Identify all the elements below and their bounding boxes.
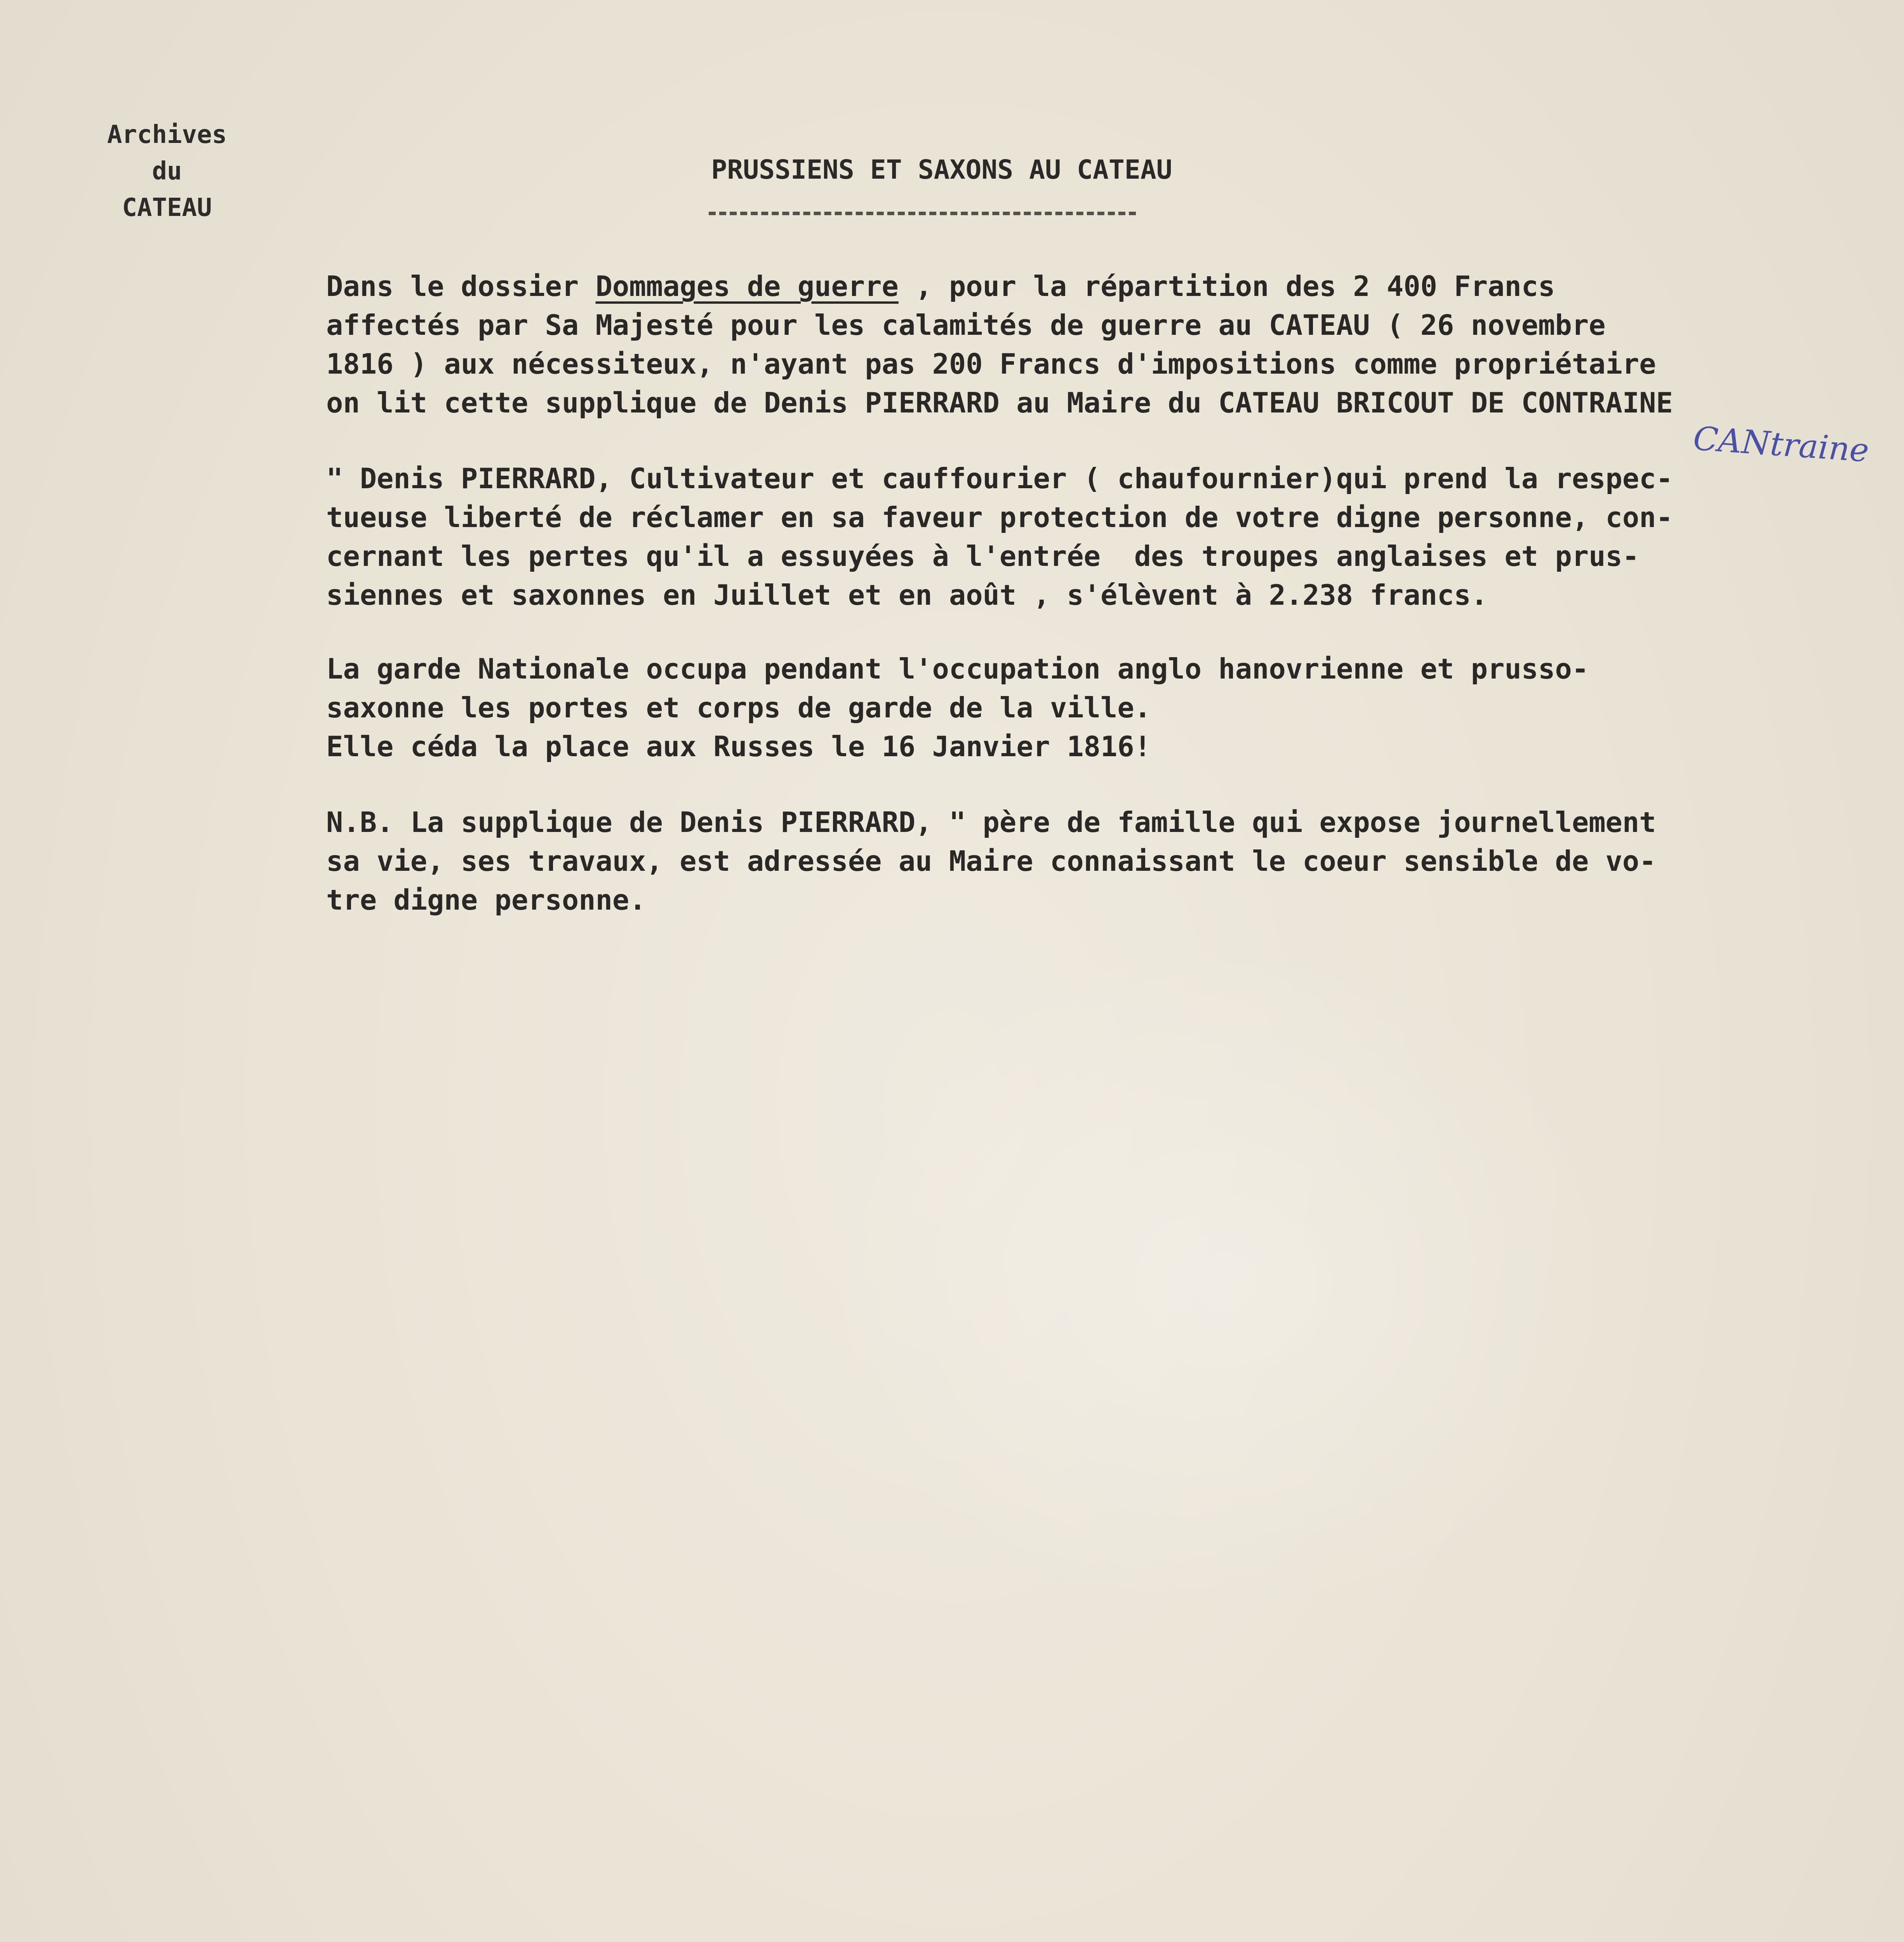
archive-label-line-1: Archives: [107, 120, 227, 149]
paper-stain: [816, 932, 1631, 1631]
paragraph-2-line-2: tueuse liberté de réclamer en sa faveur protection de votre digne personne, con-: [326, 501, 1673, 534]
paragraph-1-line-4: on lit cette supplique de Denis PIERRARD au Maire du CATEAU BRICOUT DE CONTRAINE: [326, 386, 1673, 419]
paragraph-2-line-1: " Denis PIERRARD, Cultivateur et cauffourier ( chaufournier)qui prend la respec-: [326, 462, 1673, 495]
p1-l1-prefix: Dans le dossier: [326, 270, 596, 303]
archive-label-line-2: du: [152, 157, 182, 186]
paragraph-1-line-1: [326, 270, 1555, 303]
paragraph-4-line-1: N.B. La supplique de Denis PIERRARD, " père de famille qui expose journellement: [326, 806, 1656, 839]
document-title: PRUSSIENS ET SAXONS AU CATEAU: [711, 155, 1172, 185]
paragraph-3-line-3: Elle céda la place aux Russes le 16 Janvier 1816!: [326, 730, 1151, 763]
paragraph-3-line-1: La garde Nationale occupa pendant l'occupation anglo hanovrienne et prusso-: [326, 653, 1589, 685]
p1-l1-underlined: Dommages de guerre: [595, 270, 899, 303]
paragraph-2-line-4: siennes et saxonnes en Juillet et en août , s'élèvent à 2.238 francs.: [326, 579, 1488, 611]
paragraph-4-line-3: tre digne personne.: [326, 884, 646, 916]
paragraph-4-line-2: sa vie, ses travaux, est adressée au Maire connaissant le coeur sensible de vo-: [326, 845, 1656, 877]
archive-label: [78, 117, 256, 226]
handwritten-annotation: CANtraine: [1692, 419, 1870, 470]
paragraph-3-line-2: saxonne les portes et corps de garde de la ville.: [326, 691, 1151, 724]
p1-l1-suffix: , pour la répartition des 2 400 Francs: [898, 270, 1555, 303]
title-underline: [709, 212, 1136, 218]
paragraph-2-line-3: cernant les pertes qu'il a essuyées à l'entrée des troupes anglaises et prus-: [326, 540, 1640, 573]
paragraph-1-line-3: 1816 ) aux nécessiteux, n'ayant pas 200 Francs d'impositions comme propriétaire: [326, 348, 1656, 380]
paragraph-1-line-2: affectés par Sa Majesté pour les calamités de guerre au CATEAU ( 26 novembre: [326, 309, 1606, 341]
archive-label-line-3: CATEAU: [122, 193, 212, 222]
